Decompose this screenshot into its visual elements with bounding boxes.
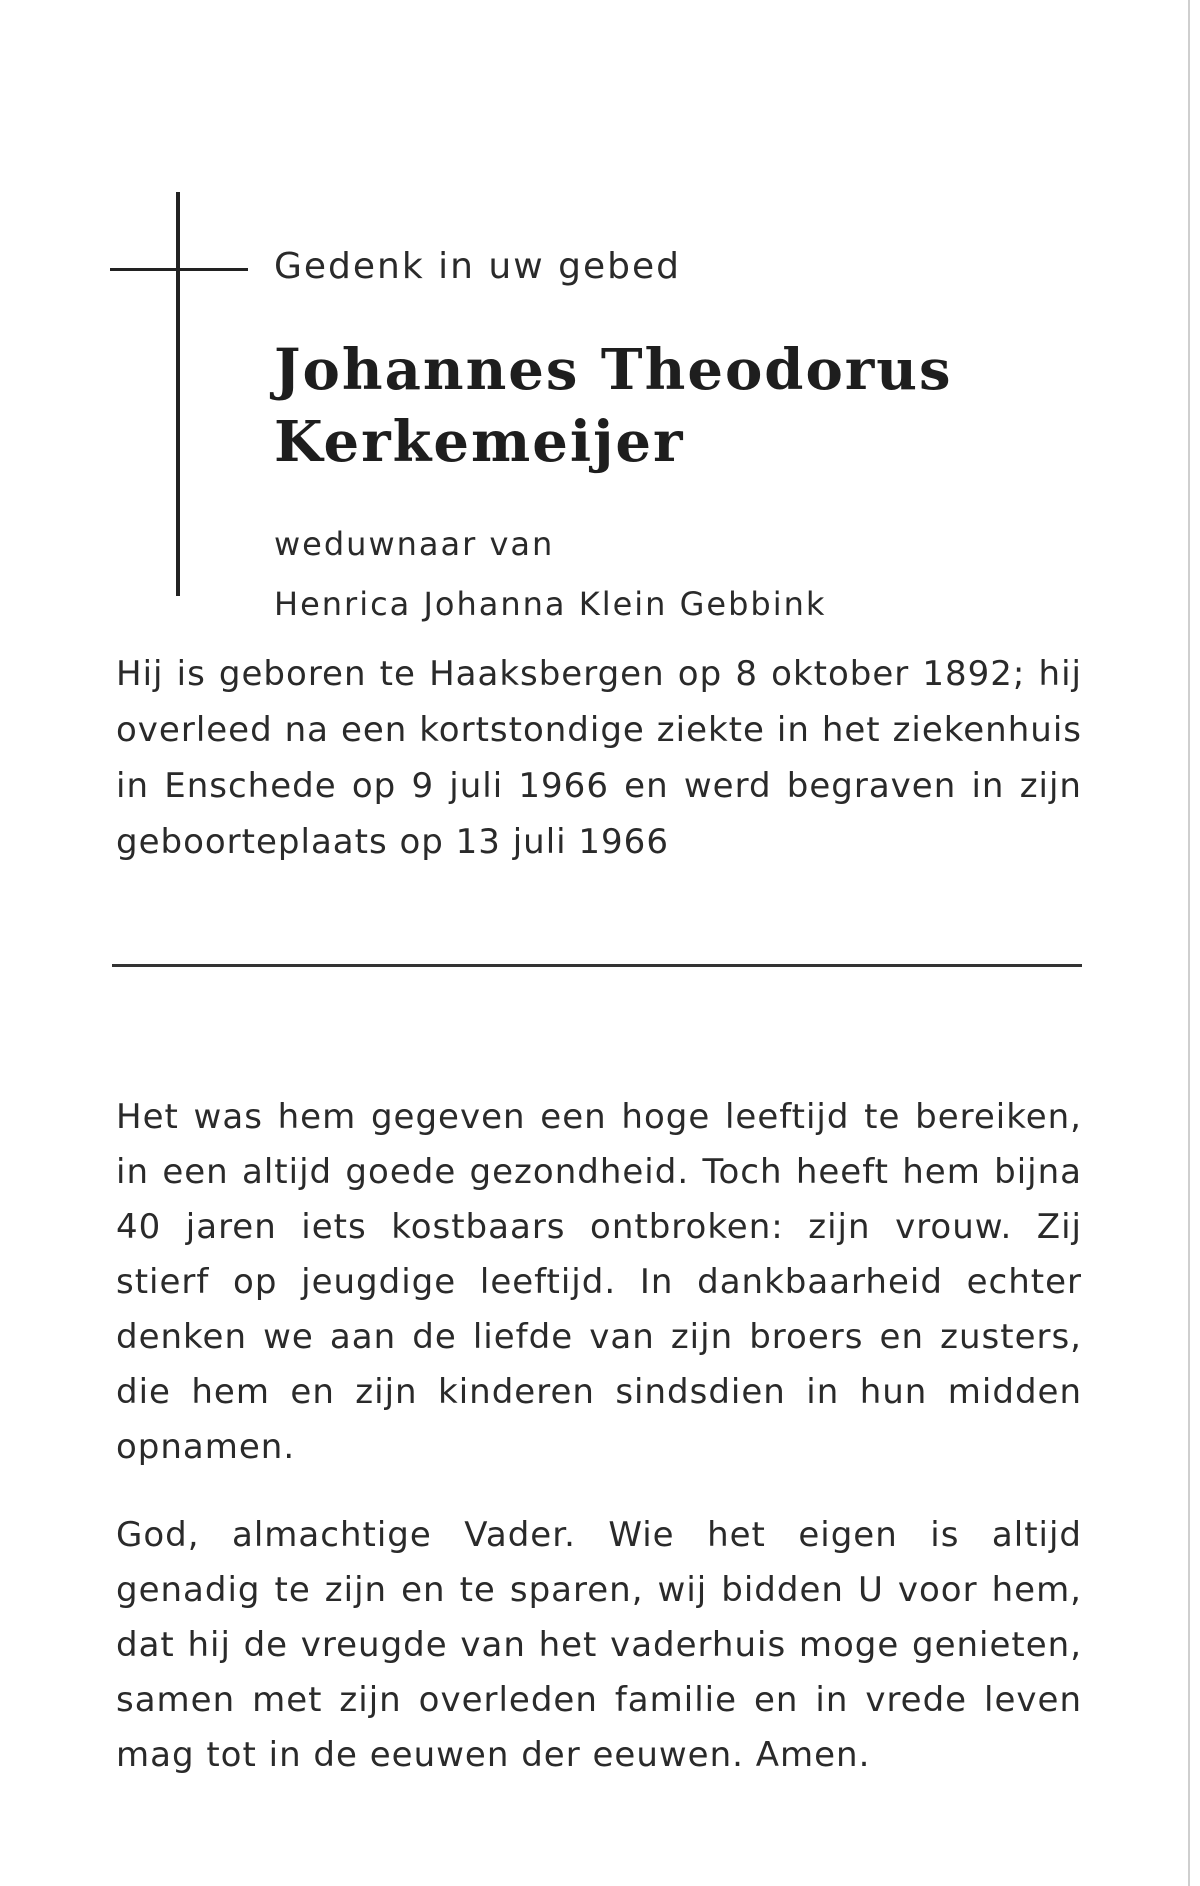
deceased-name: Johannes Theodorus Kerkemeijer xyxy=(274,337,953,475)
prayer-paragraph: God, almachtige Vader. Wie het eigen is altijd genadig te zijn en te sparen, wij bidden U voor hem, dat hij de vreugde van het vaderhuis moge genieten, samen met zijn overleden familie en in vrede leven mag tot in de eeuwen der eeuwen. Amen. xyxy=(116,1515,1082,1775)
cross-vertical-bar xyxy=(176,192,180,596)
card-edge xyxy=(1188,0,1190,1886)
tribute-paragraph: Het was hem gegeven een hoge leeftijd te bereiken, in een altijd goede gezondheid. Toch heeft hem bijna 40 jaren iets kostbaars ontbroken: zijn vrouw. Zij stierf op jeugdige leeftijd. In dankbaarheid echter denken we aan de liefde van zijn broers en zusters, die hem en zijn kinderen sindsdien in hun midden opnamen. xyxy=(116,1097,1082,1467)
spouse-name: Henrica Johanna Klein Gebbink xyxy=(274,585,827,623)
memorial-header xyxy=(274,238,1074,628)
relation-text: weduwnaar van xyxy=(274,525,555,563)
intro-text: Gedenk in uw gebed xyxy=(274,246,681,287)
cross-horizontal-bar xyxy=(110,268,248,271)
divider-line xyxy=(112,964,1082,967)
biography-text: Hij is geboren te Haaksbergen op 8 oktober 1892; hij overleed na een kortstondige ziekte in het ziekenhuis in Enschede op 9 juli 1966 en werd begraven in zijn geboorteplaats op 13 juli 1966 xyxy=(116,654,1082,862)
